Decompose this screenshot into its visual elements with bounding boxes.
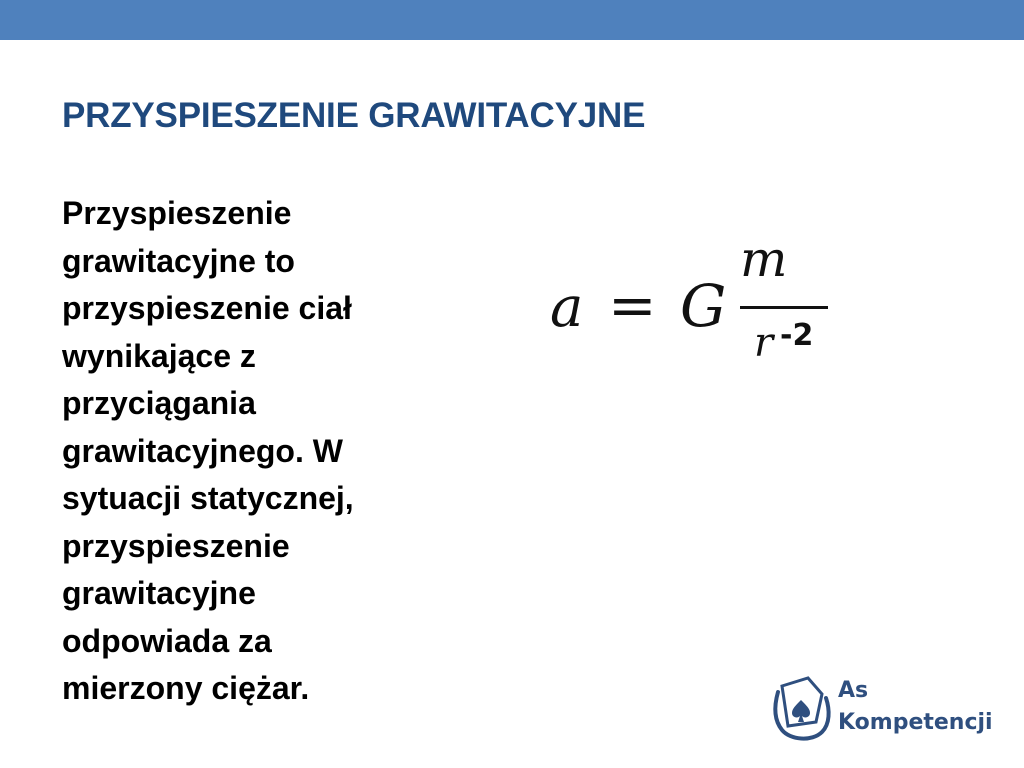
formula-lhs: a [550,275,584,340]
formula-constant: G [680,272,727,340]
body-line: grawitacyjnego. W [62,432,343,469]
slide-title: PRZYSPIESZENIE GRAWITACYJNE [62,96,646,135]
body-line: przyspieszenie [62,527,290,564]
formula-numerator: m [740,230,788,288]
body-line: odpowiada za [62,622,272,659]
body-line: Przyspieszenie [62,195,292,231]
body-line: wynikające z [62,337,256,374]
formula-denominator: r [754,320,774,366]
gravity-formula [540,230,840,375]
top-bar [0,0,1024,40]
spade-shield-icon [768,672,832,744]
formula-denominator-exponent: -2 [780,318,814,353]
body-line: przyciągania [62,385,256,421]
logo-text-line2: Kompetencji [838,710,993,735]
body-line: przyspieszenie ciał [62,290,352,326]
formula-equals: = [608,271,657,339]
body-text [62,190,442,713]
body-line: grawitacyjne to [62,242,295,279]
body-line: grawitacyjne [62,575,256,611]
as-kompetencji-logo [768,672,1008,744]
body-line: mierzony ciężar. [62,670,310,706]
body-line: sytuacji statycznej, [62,480,354,516]
fraction-line [740,306,828,309]
logo-text-line1: As [838,678,869,703]
